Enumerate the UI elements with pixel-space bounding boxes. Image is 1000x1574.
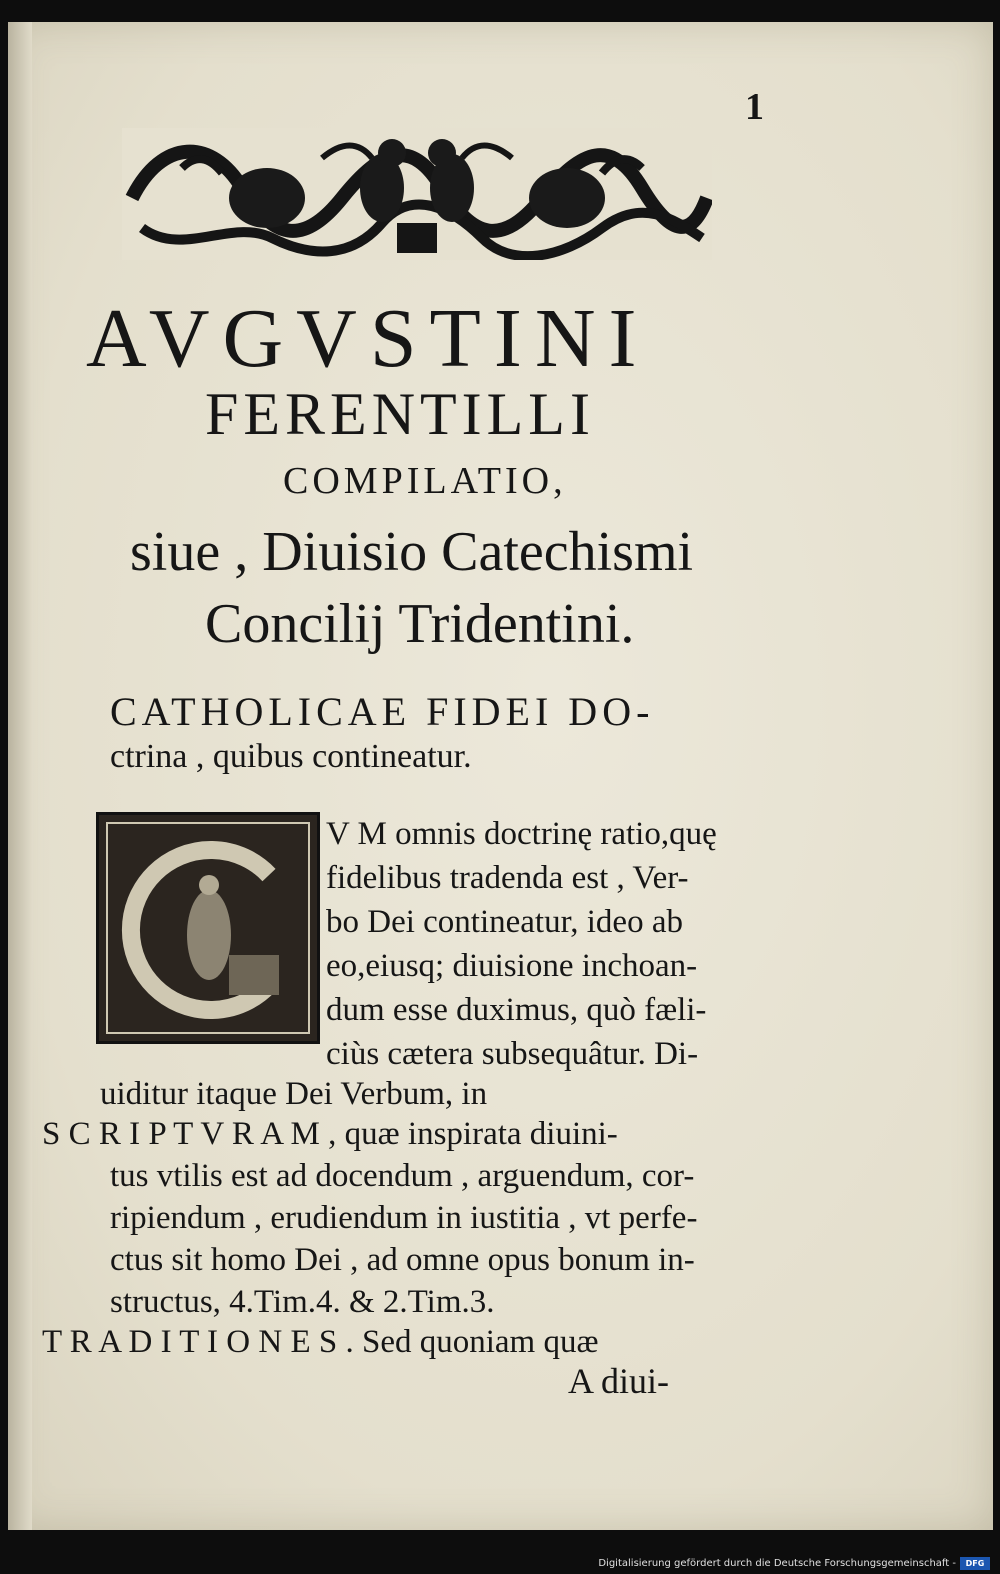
title-compilatio: COMPILATIO, (283, 460, 567, 502)
body-line: tus vtilis est ad docendum , arguendum, cor- (110, 1158, 695, 1194)
body-line: ripiendum , erudiendum in iustitia , vt perfe- (110, 1200, 698, 1236)
body-line: ctus sit homo Dei , ad omne opus bonum in- (110, 1242, 695, 1278)
folio-number: 1 (745, 86, 764, 128)
body-line: uiditur itaque Dei Verbum, in (100, 1076, 488, 1112)
body-line: S C R I P T V R A M , quæ inspirata diuini- (42, 1116, 618, 1152)
catchword: A diui- (568, 1361, 670, 1401)
body-line: V M omnis doctrinę ratio,quę (326, 816, 717, 852)
digitization-credit: Digitalisierung gefördert durch die Deutsche Forschungsgemeinschaft - (598, 1558, 956, 1569)
section-heading-line2: ctrina , quibus contineatur. (110, 738, 472, 775)
woodcut-headpiece-ornament (122, 128, 712, 260)
page-gutter-edge (8, 22, 32, 1530)
body-line: structus, 4.Tim.4. & 2.Tim.3. (110, 1284, 495, 1320)
title-author-last-name: FERENTILLI (205, 381, 595, 447)
body-line: ciùs cætera subsequâtur. Di- (326, 1036, 699, 1072)
title-author-first-name: AVGVSTINI (86, 292, 650, 385)
dfg-logo: DFG (960, 1557, 990, 1570)
body-line: bo Dei contineatur, ideo ab (326, 904, 683, 940)
body-line: T R A D I T I O N E S . Sed quoniam quæ (42, 1324, 599, 1360)
title-subtitle-line1: siue , Diuisio Catechismi (130, 521, 694, 583)
decorated-initial-c (96, 812, 320, 1044)
section-heading-line1: CATHOLICAE FIDEI DO- (110, 689, 655, 734)
body-line: dum esse duximus, quò fæli- (326, 992, 707, 1028)
title-subtitle-line2: Concilij Tridentini. (205, 593, 635, 655)
body-line: fidelibus tradenda est , Ver- (326, 860, 689, 896)
body-line: eo,eiusq; diuisione inchoan- (326, 948, 698, 984)
